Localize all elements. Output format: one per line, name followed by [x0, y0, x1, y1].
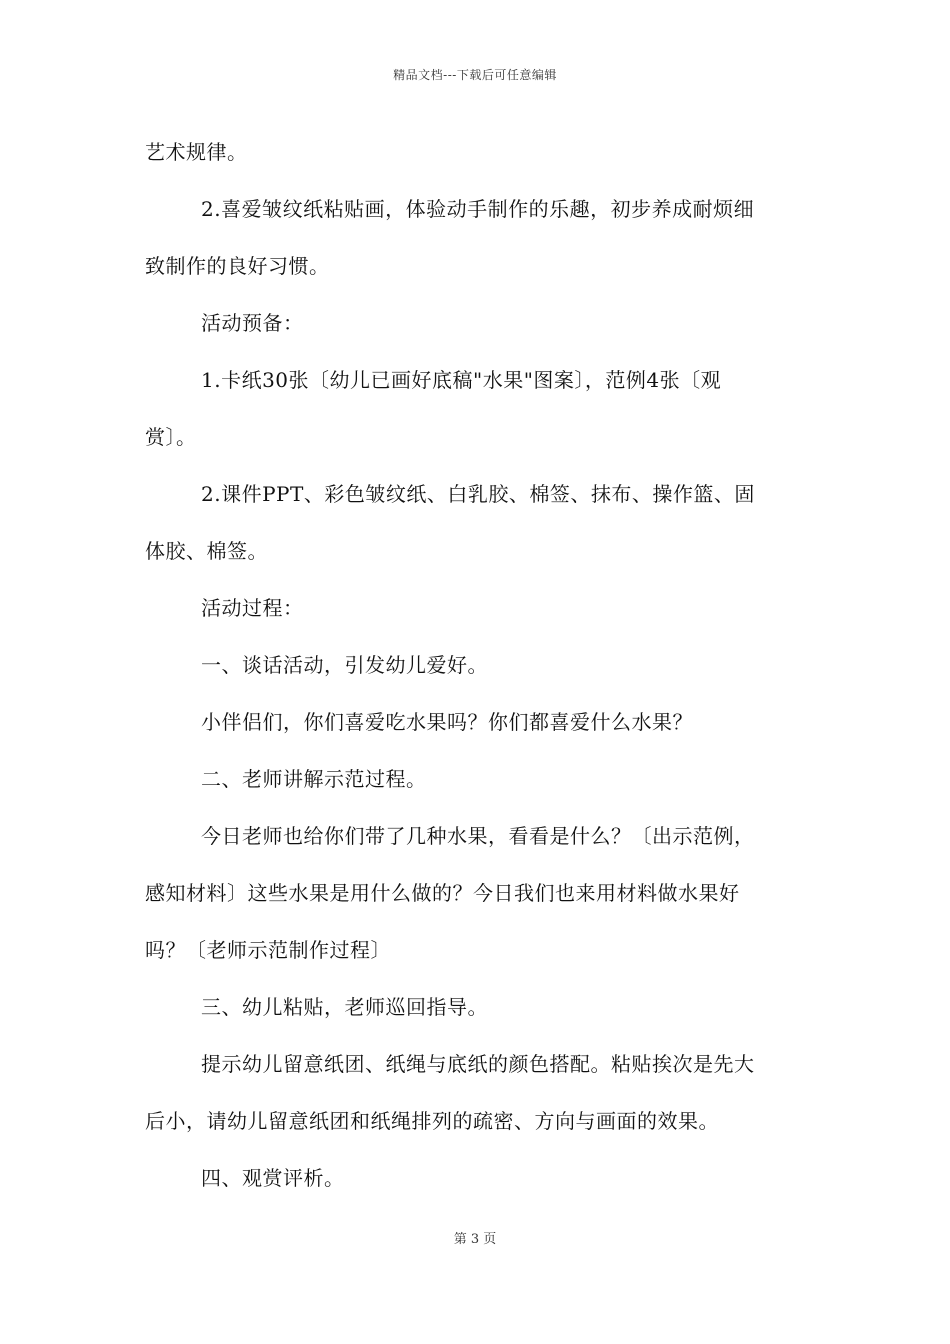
- body-line: 感知材料〕这些水果是用什么做的？今日我们也来用材料做水果好: [145, 881, 740, 905]
- body-line: 1.卡纸30张〔幼儿已画好底稿"水果"图案〕，范例4张〔观: [201, 368, 722, 392]
- section-heading: 活动过程：: [201, 596, 304, 620]
- body-line: 致制作的良好习惯。: [145, 254, 330, 278]
- body-line: 三、幼儿粘贴，老师巡回指导。: [201, 995, 488, 1019]
- body-line: 艺术规律。: [145, 140, 248, 164]
- page-number: 第 3 页: [453, 1232, 497, 1247]
- body-line: 二、老师讲解示范过程。: [201, 767, 427, 791]
- body-line: 今日老师也给你们带了几种水果，看看是什么？〔出示范例，: [201, 824, 755, 848]
- body-line: 一、谈话活动，引发幼儿爱好。: [201, 653, 488, 677]
- body-line: 赏〕。: [145, 425, 197, 449]
- body-line: 小伴侣们，你们喜爱吃水果吗？你们都喜爱什么水果？: [201, 710, 693, 734]
- body-line: 后小，请幼儿留意纸团和纸绳排列的疏密、方向与画面的效果。: [145, 1109, 719, 1133]
- body-line: 吗？〔老师示范制作过程〕: [145, 938, 391, 962]
- page-header: 精品文档---下载后可任意编辑: [393, 68, 557, 82]
- section-heading: 活动预备：: [201, 311, 304, 335]
- body-line: 提示幼儿留意纸团、纸绳与底纸的颜色搭配。粘贴挨次是先大: [201, 1052, 755, 1076]
- body-line: 四、观赏评析。: [201, 1166, 345, 1190]
- document-body: [145, 133, 807, 1197]
- body-line: 体胶、棉签。: [145, 539, 268, 563]
- body-line: 2.喜爱皱纹纸粘贴画，体验动手制作的乐趣，初步养成耐烦细: [201, 197, 755, 221]
- body-line: 2.课件PPT、彩色皱纹纸、白乳胶、棉签、抹布、操作篮、固: [201, 482, 755, 506]
